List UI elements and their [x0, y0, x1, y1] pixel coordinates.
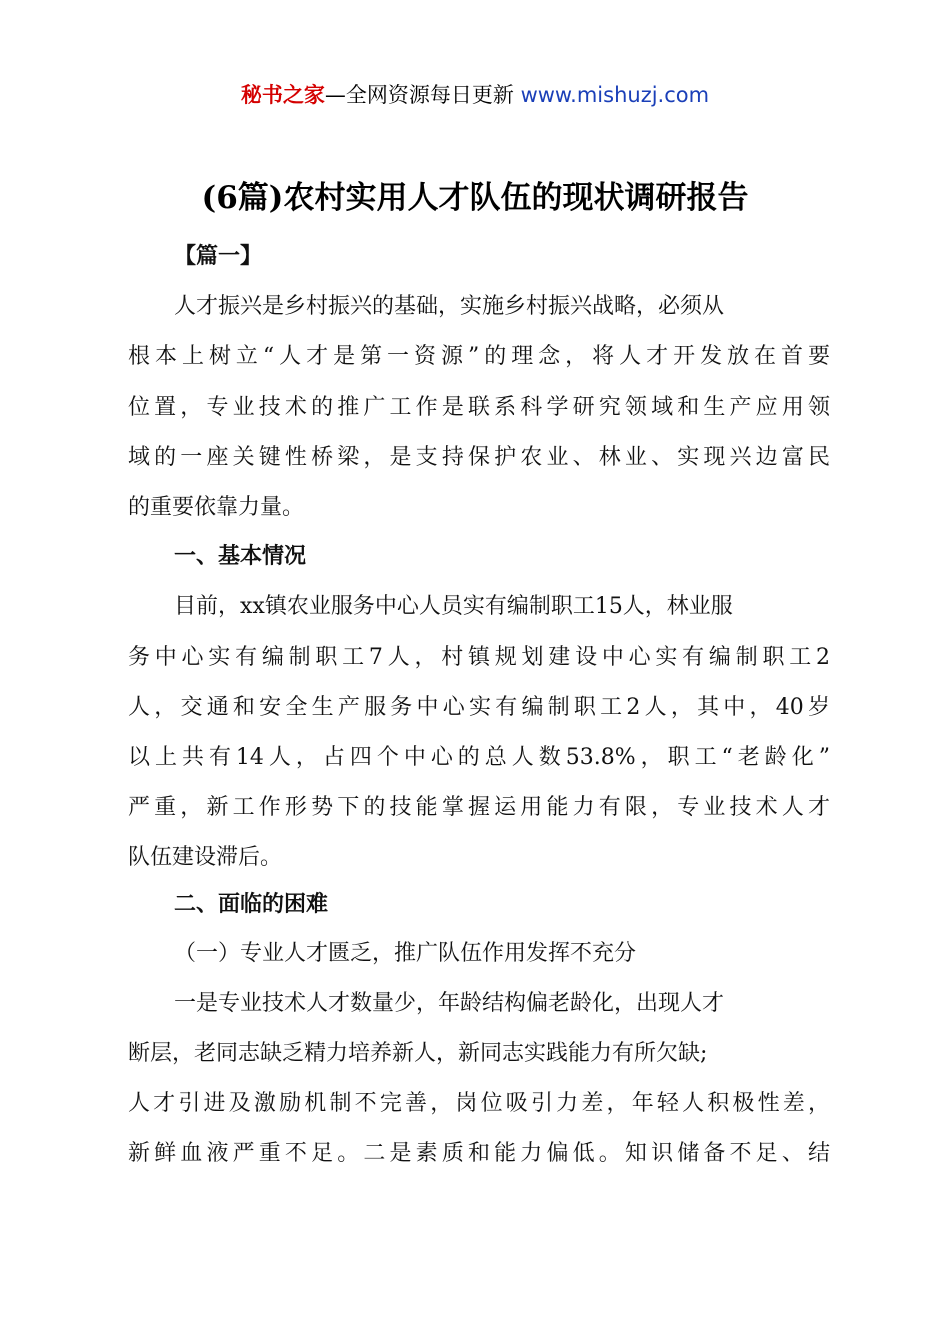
subsection1-line: 新鲜血液严重不足。二是素质和能力偏低。知识储备不足、结 [128, 1141, 830, 1166]
section1-line: 队伍建设滞后。 [128, 845, 283, 870]
subsection1-line: 一是专业技术人才数量少，年龄结构偏老龄化，出现人才 [174, 991, 725, 1016]
section1-heading: 一、基本情况 [174, 544, 307, 569]
section1-line: 严重，新工作形势下的技能掌握运用能力有限，专业技术人才 [128, 795, 830, 820]
site-url-link[interactable]: www.mishuzj.com [520, 83, 710, 107]
intro-line: 人才振兴是乡村振兴的基础，实施乡村振兴战略，必须从 [174, 294, 725, 319]
section2-heading: 二、面临的困难 [174, 892, 329, 917]
site-slogan: —全网资源每日更新 [324, 83, 521, 107]
subsection1-line: 断层，老同志缺乏精力培养新人，新同志实践能力有所欠缺; [128, 1041, 708, 1066]
section1-line: 以上共有14人，占四个中心的总人数53.8%，职工“老龄化” [128, 745, 830, 770]
intro-line: 域的一座关键性桥梁，是支持保护农业、林业、实现兴边富民 [128, 445, 830, 470]
section1-line: 目前，xx镇农业服务中心人员实有编制职工15人，林业服 [174, 594, 733, 619]
intro-line: 的重要依靠力量。 [128, 495, 305, 520]
section1-line: 务中心实有编制职工7人，村镇规划建设中心实有编制职工2 [128, 645, 830, 670]
subsection1-heading: （一）专业人才匮乏，推广队伍作用发挥不充分 [174, 941, 637, 966]
intro-line: 根本上树立“人才是第一资源”的理念，将人才开发放在首要 [128, 344, 830, 369]
subsection1-line: 人才引进及激励机制不完善，岗位吸引力差，年轻人积极性差， [128, 1091, 830, 1116]
document-title: (6篇)农村实用人才队伍的现状调研报告 [201, 180, 749, 216]
site-brand: 秘书之家 [240, 83, 325, 107]
site-header [0, 80, 950, 110]
section1-line: 人，交通和安全生产服务中心实有编制职工2人，其中，40岁 [128, 695, 830, 720]
part-label: 【篇一】 [174, 244, 263, 269]
intro-line: 位置，专业技术的推广工作是联系科学研究领域和生产应用领 [128, 395, 830, 420]
